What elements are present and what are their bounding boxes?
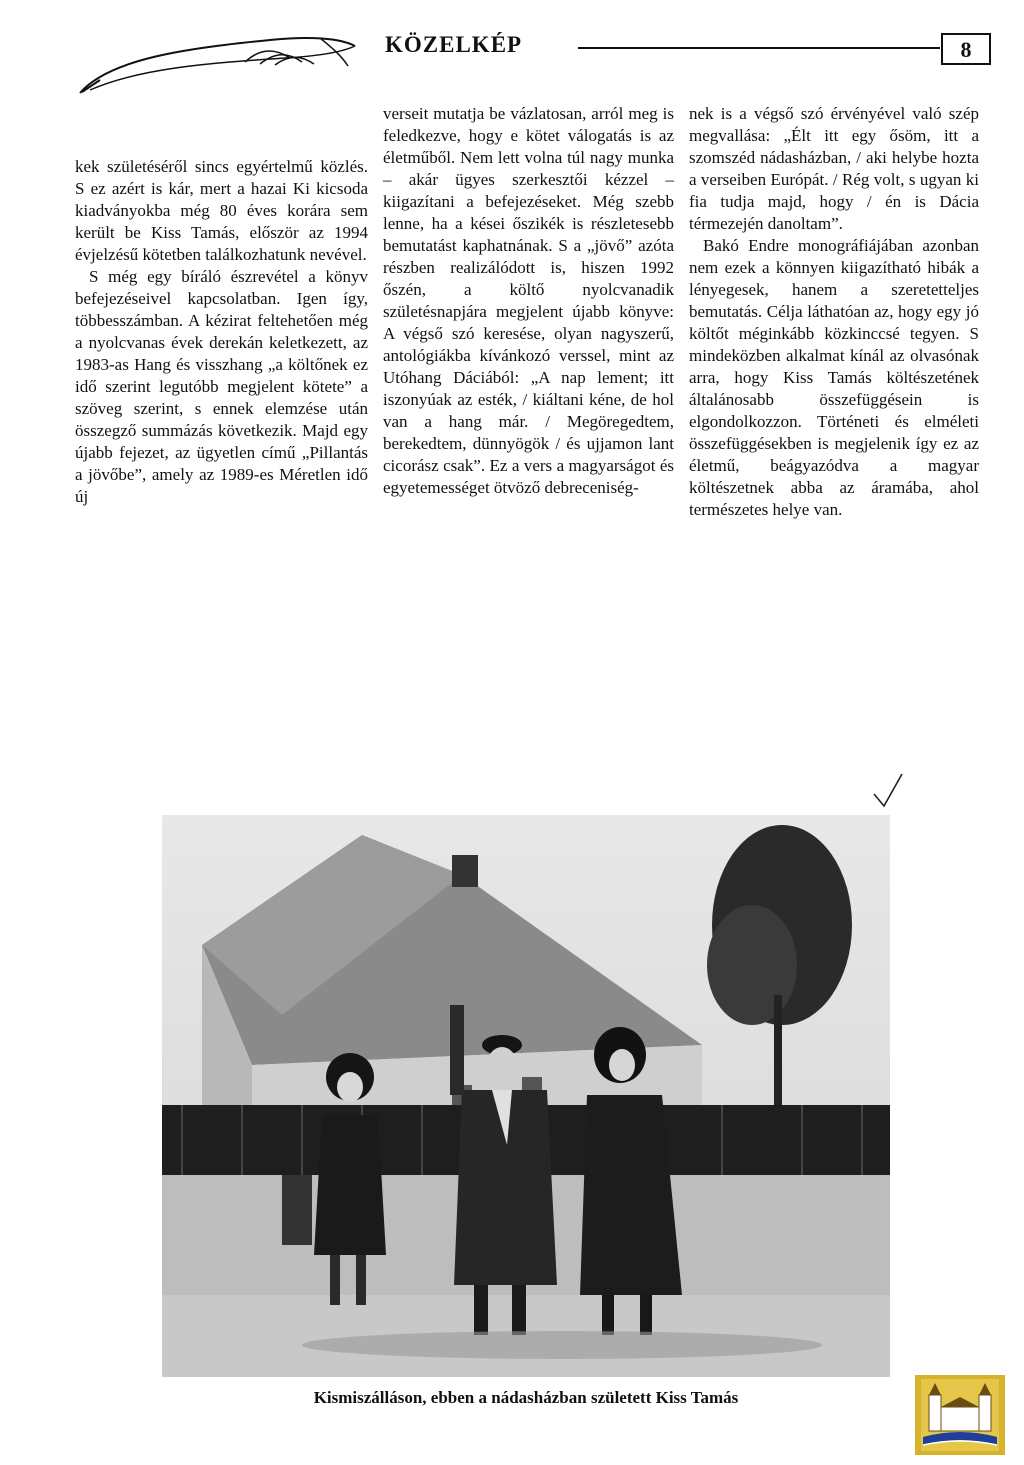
text-column-3 [689, 103, 979, 521]
photo-house-and-people [162, 815, 890, 1377]
section-title: KÖZELKÉP [385, 32, 523, 57]
paragraph: kek születéséről sincs egyértelmű közlés. S ez azért is kár, mert a hazai Ki kicsoda kiadványokba még 80 éves korára sem került be Kiss Tamás, először az 1994 évjelzésű kötetben találkozhatunk nevével. [75, 157, 368, 264]
handwritten-checkmark-icon [868, 770, 908, 810]
library-logo [915, 1375, 1005, 1455]
paragraph: S még egy bíráló észrevétel a könyv befejezéseivel kapcsolatban. Igen így, többesszámban. A kézirat feltehetően még a nyolcvanas évek derekán keletkezett, az 1983-as Hang és visszhang „a költőnek ez idő szerint legutóbb megjelent kötete” a szöveg szerint, s ennek elemzése után összegző summázás következik. Majd egy újabb fejezet, az ügyetlen című „Pillantás a jövőbe”, amely az 1989-es Méretlen idő új [75, 267, 368, 506]
photo-caption: Kismiszálláson, ebben a nádasházban született Kiss Tamás [313, 1388, 739, 1407]
page-number: 8 [941, 33, 991, 65]
text-column-2 [383, 103, 674, 499]
feather-quill-icon [70, 18, 360, 100]
paragraph: verseit mutatja be vázlatosan, arról meg is feledkezve, hogy e kötet válogatás is az életműből. Nem lett volna túl nagy munka – akár ügyes szerkesztői kézzel – kiigazítani a befejezéseket. Még szebb lenne, ha a kései őszikék is részletesebb bemutatást kaphatnának. S a „jövő” azóta részben realizálódott is, hiszen 1992 őszén, a költő nyolcvanadik születésnapjára megjelent újabb könyve: A végső szó keresése, olyan nagyszerű, antológiákba kívánkozó verssel, mint az Utóhang Dáciából: „A nap lement; itt iszonyúak az esték, / kiáltani kéne, de hol van a hang már. / Megöregedtem, berekedtem, dünnyögök / és ujjamon lant cicorász csak”. Ez a vers a magyarságot és egyetemességet ötvöző debreceniség- [383, 104, 674, 497]
header-rule [578, 47, 940, 49]
text-column-1 [75, 156, 368, 508]
paragraph: Bakó Endre monográfiájában azonban nem ezek a könnyen kiigazítható hibák a lényegesek, hanem a szeretetteljes bemutatás. Célja láthatóan az, hogy egy jó költőt méginkább közkinccsé tegyen. S mindeközben alkalmat kínál az olvasónak arra, hogy Kiss Tamás költészetének általánosabb összefüggésein is elgondolkozzon. Történeti és elméleti összefüggésekben is megjelenik így ez az életmű, beágyazódva a magyar költészetnek abba az áramába, ahol természetes helye van. [689, 236, 979, 519]
paragraph: nek is a végső szó érvényével való szép megvallása: „Élt itt egy ősöm, itt a szomszéd nádasházban, / aki helybe hozta a verseiben Európát. / Rég volt, s ugyan ki fia tudja majd, hogy / én is Dácia térmezején danoltam”. [689, 104, 979, 233]
